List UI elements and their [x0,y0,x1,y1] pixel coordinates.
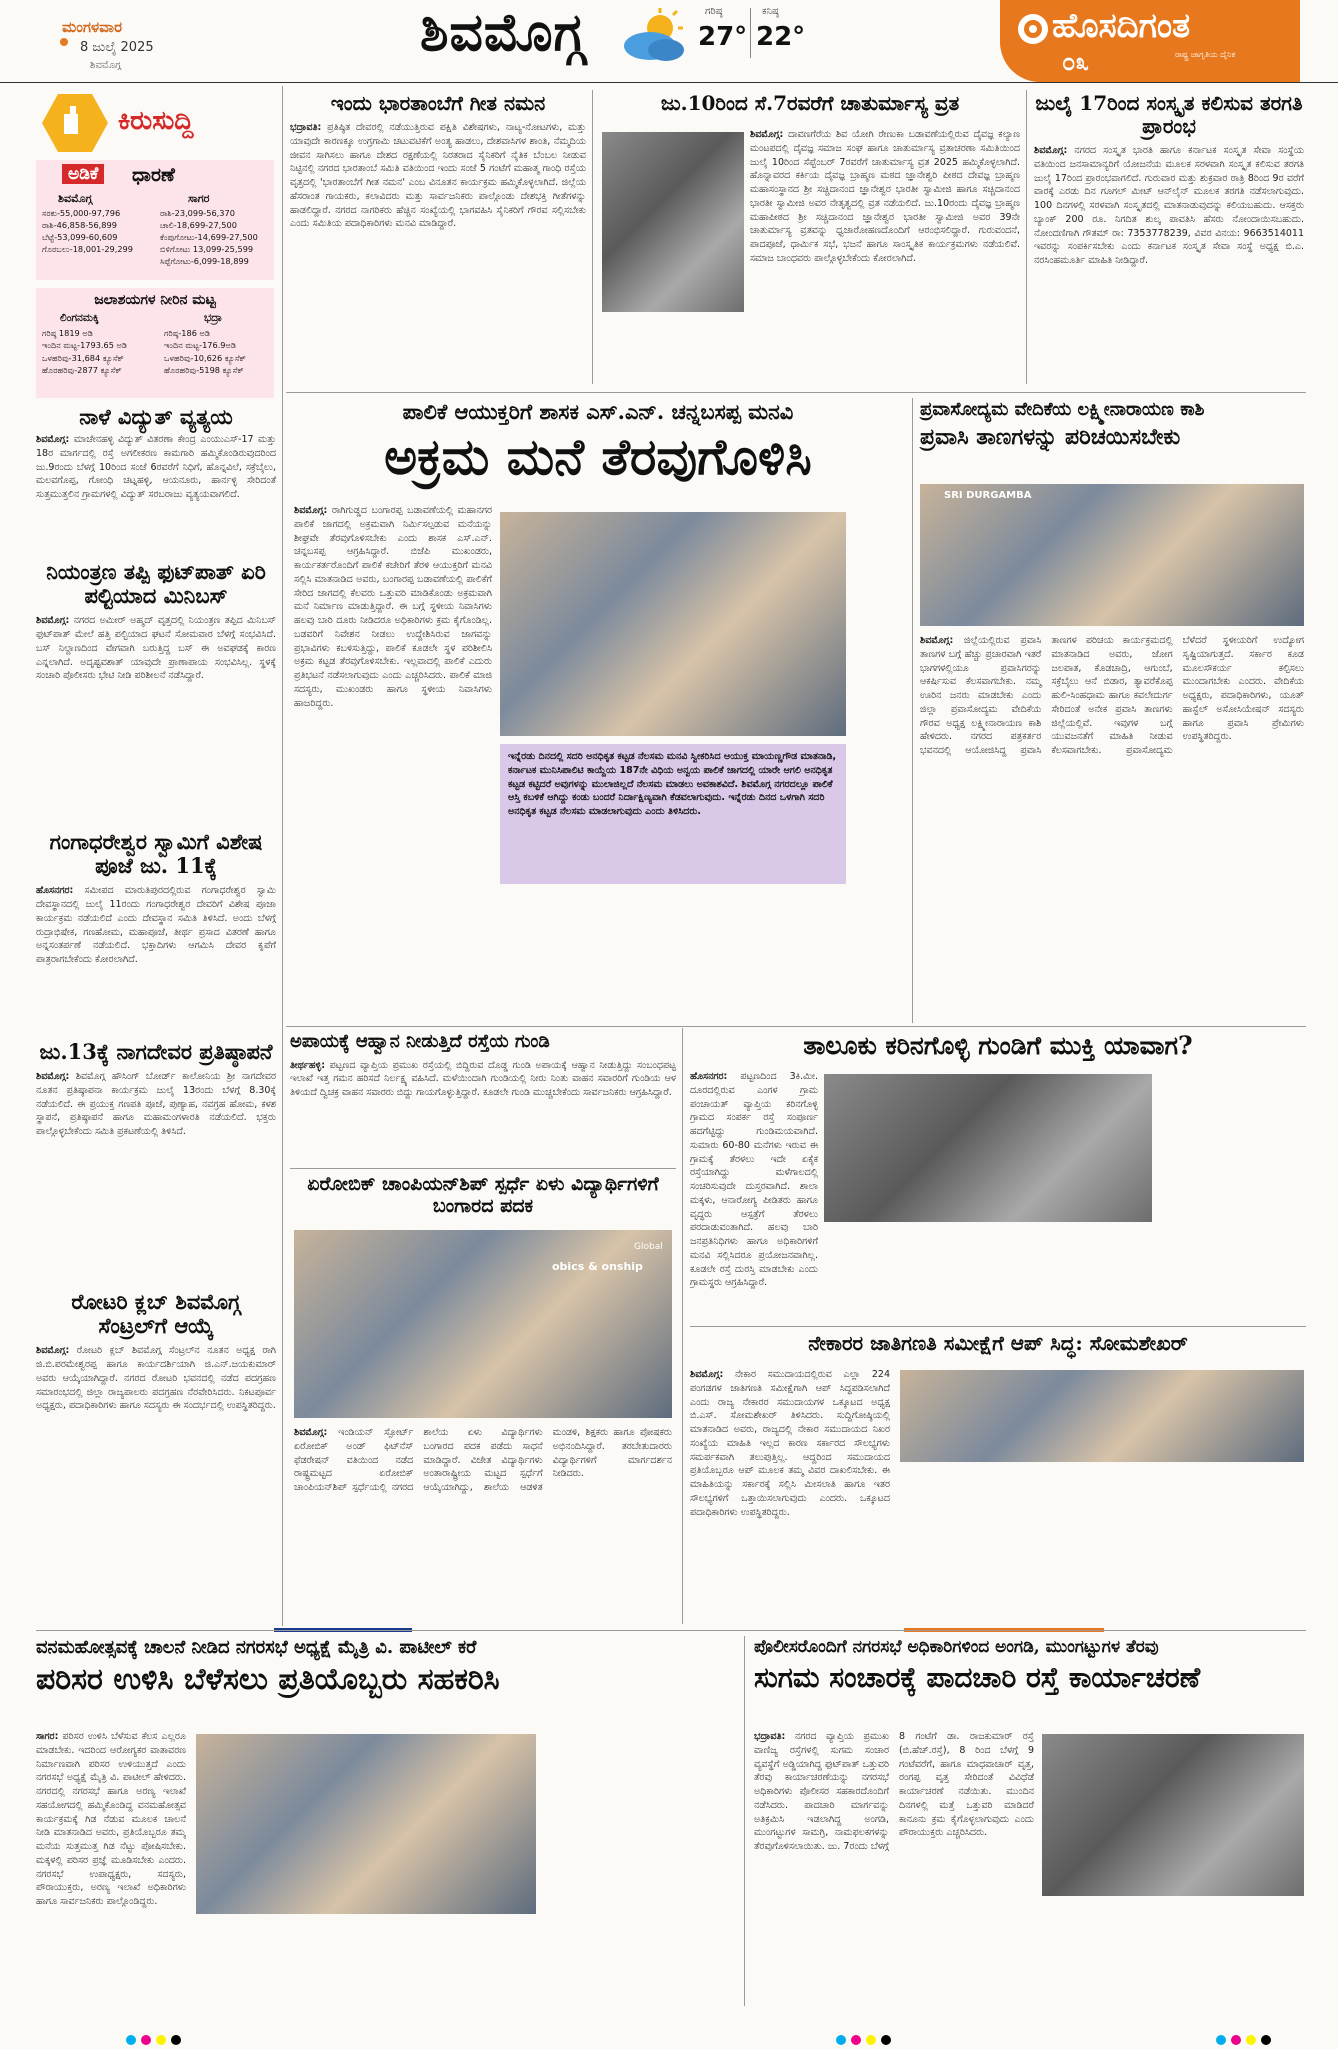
rate: ಸರಕು-55,000-97,796 [42,208,121,218]
rate: ಬೆಟ್ಟೆ-53,099-60,609 [42,231,118,242]
pothole-story [290,1032,676,1162]
dateline: ತೀರ್ಥಹಳ್ಳಿ: [290,1059,325,1071]
brief-headline: ಗಂಗಾಧರೇಶ್ವರ ಸ್ವಾಮಿಗೆ ವಿಶೇಷ ಪೂಜೆ ಜು. 11ಕ್ಕೆ [49,829,263,879]
article-headline: ಅಪಾಯಕ್ಕೆ ಆಹ್ವಾನ ನೀಡುತ್ತಿದೆ ರಸ್ತೆಯ ಗುಂಡಿ [290,1031,550,1052]
rate [42,256,160,268]
arecanut-title-b: ಧಾರಣೆ [132,164,175,186]
masthead-day: ಮಂಗಳವಾರ [62,18,123,36]
article-top-3 [1034,92,1304,382]
arecanut-rows [42,208,268,267]
brief-body: ಸಮೀಪದ ಮಾರುತಿಪುರದಲ್ಲಿರುವ ಗಂಗಾಧರೇಶ್ವರ ಸ್ವಾಮಿ ದೇವಸ್ಥಾನದಲ್ಲಿ ಜುಲೈ 11ರಂದು ಗಂಗಾಧರೇಶ್ವರ ದೇವರಿಗೆ ವಿಶೇಷ ಪೂಜಾ ಕಾರ್ಯಕ್ರಮ ನಡೆಯಲಿದೆ ಎಂದು ದೇವಸ್ಥಾನ ಸಮಿತಿ ತಿಳಿಸಿದೆ. ಅಂದು ಬೆಳಗ್ಗೆ ರುದ್ರಾಭಿಷೇಕ, ಗಣಹೋಮ, ಮಹಾಪೂಜೆ, ತೀರ್ಥ ಪ್ರಸಾದ ವಿತರಣೆ ಹಾಗೂ ಅನ್ನಸಂತರ್ಪಣೆ ನಡೆಯಲಿದೆ. ಭಕ್ತಾದಿಗಳು ಆಗಮಿಸಿ ದೇವರ ಕೃಪೆಗೆ ಪಾತ್ರರಾಗಬೇಕೆಂದು ಕೋರಲಾಗಿದೆ. [36,885,276,966]
dateline: ಶಿವಮೊಗ್ಗ: [36,615,70,627]
lead-photo [500,512,846,736]
article-headline: ನೇಕಾರರ ಜಾತಿಗಣತಿ ಸಮೀಕ್ಷೆಗೆ ಆಪ್ ಸಿದ್ಧ: ಸೋಮಶೇಖರ್ [808,1331,1188,1355]
brief-headline: ನಾಳೆ ವಿದ್ಯುತ್ ವ್ಯತ್ಯಯ [79,404,233,429]
weather-icon [620,8,688,66]
lead-headline: ಅಕ್ರಮ ಮನೆ ತೆರವುಗೊಳಿಸಿ [384,427,812,487]
rate: ಚಾಲಿ-18,699-27,500 [160,219,237,230]
brief-headline: ರೋಟರಿ ಕ್ಲಬ್ ಶಿವಮೊಗ್ಗ ಸೆಂಟ್ರಲ್‌ಗೆ ಆಯ್ಕೆ [71,1289,241,1339]
level: ಹೊರಹರಿವು-5198 ಕ್ಯೂಸೆಕ್ [164,364,244,375]
min-temp: 22° [756,22,806,52]
kirusuddi-logo: ಕಿರುಸುದ್ದಿ [40,92,230,154]
reservoir-dam1: ಲಿಂಗನಮಕ್ಕಿ [60,312,99,324]
dateline: ಶಿವಮೊಗ್ಗ: [1034,145,1068,156]
registration-marks [1216,2030,1276,2040]
masthead-title: ಶಿವಮೊಗ್ಗ [420,2,586,63]
dateline: ಶಿವಮೊಗ್ಗ: [750,129,784,140]
bottom-kicker: ವನಮಹೋತ್ಸವಕ್ಕೆ ಚಾಲನೆ ನೀಡಿದ ನಗರಸಭೆ ಅಧ್ಯಕ್ಷೆ ಮೈತ್ರಿ ವಿ. ಪಾಟೀಲ್ ಕರೆ [36,1637,477,1658]
dateline: ಹೊಸನಗರ: [690,1071,728,1082]
bottom-headline: ಪರಿಸರ ಉಳಿಸಿ ಬೆಳೆಸಲು ಪ್ರತಿಯೊಬ್ಬರು ಸಹಕರಿಸಿ [36,1661,500,1697]
aerobic-photo [294,1230,672,1418]
rate: ರಾಶಿ-46,858-56,899 [42,219,117,230]
brief [36,560,276,822]
brief [36,405,276,553]
level: ಗರಿಷ್ಠ-186 ಅಡಿ [164,328,211,338]
brief-headline: ಜು.13ಕ್ಕೆ ನಾಗದೇವರ ಪ್ರತಿಷ್ಠಾಪನೆ [39,1039,273,1064]
bottom-body: ಪರಿಸರ ಉಳಿಸಿ ಬೆಳೆಸುವ ಕೆಲಸ ಎಲ್ಲರೂ ಮಾಡಬೇಕು. ಇದರಿಂದ ಆರೋಗ್ಯಕರ ವಾತಾವರಣ ನಿರ್ಮಾಣವಾಗಿ ಪರಿಸರ ಉಳಿಯುತ್ತದೆ ಎಂದು ನಗರಸಭೆ ಅಧ್ಯಕ್ಷೆ ಮೈತ್ರಿ ವಿ. ಪಾಟೀಲ್ ಹೇಳಿದರು. ನಗರದಲ್ಲಿ ನಗರಸಭೆ ಹಾಗೂ ಅರಣ್ಯ ಇಲಾಖೆ ಸಹಯೋಗದಲ್ಲಿ ಹಮ್ಮಿಕೊಂಡಿದ್ದ ವನಮಹೋತ್ಸವ ಕಾರ್ಯಕ್ರಮಕ್ಕೆ ಗಿಡ ನೆಡುವ ಮೂಲಕ ಚಾಲನೆ ನೀಡಿ ಮಾತನಾಡಿದ ಅವರು, ಪ್ರತಿಯೊಬ್ಬರೂ ತಮ್ಮ ಮನೆಯ ಸುತ್ತಮುತ್ತ ಗಿಡ ನೆಟ್ಟು ಪೋಷಿಸಬೇಕು. ಮಕ್ಕಳಲ್ಲಿ ಪರಿಸರ ಪ್ರಜ್ಞೆ ಮೂಡಿಸಬೇಕು ಎಂದರು. ನಗರಸಭೆ ಉಪಾಧ್ಯಕ್ಷರು, ಸದಸ್ಯರು, ಪೌರಾಯುಕ್ತರು, ಅರಣ್ಯ ಇಲಾಖೆ ಅಧಿಕಾರಿಗಳು ಹಾಗೂ ಸಾರ್ವಜನಿಕರು ಪಾಲ್ಗೊಂಡಿದ್ದರು. [36,1731,186,1908]
registration-marks [126,2030,186,2040]
bottom-kicker: ಪೊಲೀಸರೊಂದಿಗೆ ನಗರಸಭೆ ಅಧಿಕಾರಿಗಳಿಂದ ಅಂಗಡಿ, ಮುಂಗಟ್ಟುಗಳ ತೆರವು [754,1637,1159,1657]
article-headline: ಇಂದು ಭಾರತಾಂಬೆಗೆ ಗೀತ ನಮನ [330,91,546,115]
brand-name: ಹೊಸದಿಗಂತ [1052,6,1191,46]
bottom-story-left [36,1638,736,2008]
registration-marks [836,2030,896,2040]
level: ಹೊರಹರಿವು-2877 ಕ್ಯೂಸೆಕ್ [42,364,122,375]
brief [36,830,276,1035]
brief-body: ರೋಟರಿ ಕ್ಲಬ್ ಶಿವಮೊಗ್ಗ ಸೆಂಟ್ರಲ್‌ನ ನೂತನ ಅಧ್ಯಕ್ಷ ರಾಗಿ ಜಿ.ಬಿ.ಪರಮೇಶ್ವರಪ್ಪ ಹಾಗೂ ಕಾರ್ಯದರ್ಶಿಯಾಗಿ ಜಿ.ಎನ್.ಜಯಕುಮಾರ್ ಅವರು ಆಯ್ಕೆಯಾಗಿದ್ದಾರೆ. ನಗರದ ರೋಟರಿ ಭವನದಲ್ಲಿ ನಡೆದ ಪದಗ್ರಹಣ ಸಮಾರಂಭದಲ್ಲಿ ಜಿಲ್ಲಾ ರಾಜ್ಯಪಾಲರು ಪದಗ್ರಹಣ ನೆರವೇರಿಸಿದರು. ನಿಕಟಪೂರ್ವ ಅಧ್ಯಕ್ಷರು, ಪದಾಧಿಕಾರಿಗಳು ಹಾಗೂ ಸದಸ್ಯರು ಈ ಸಂದರ್ಭದಲ್ಲಿ ಉಪಸ್ಥಿತರಿದ್ದರು. [36,1345,276,1412]
tourism-story [920,400,1306,1020]
reservoir-dam2: ಭದ್ರಾ [204,312,223,324]
rate: ಕೆಂಪುಗೋಟು-14,699-27,500 [160,231,258,242]
brand-logo-icon [1018,14,1048,44]
dateline: ಶಿವಮೊಗ್ಗ: [36,1345,70,1357]
article-body: ಪಟ್ಟಣದ ವ್ಯಾಪ್ತಿಯ ಪ್ರಮುಖ ರಸ್ತೆಯಲ್ಲಿ ಬಿದ್ದಿರುವ ದೊಡ್ಡ ಗುಂಡಿ ಅಪಾಯಕ್ಕೆ ಆಹ್ವಾನ ನೀಡುತ್ತಿದ್ದು ಸಂಬಂಧಪಟ್ಟ ಇಲಾಖೆ ಇತ್ತ ಗಮನ ಹರಿಸದೆ ನಿರ್ಲಕ್ಷ್ಯ ವಹಿಸಿದೆ. ಮಳೆಯಿಂದಾಗಿ ಗುಂಡಿಯಲ್ಲಿ ನೀರು ನಿಂತು ವಾಹನ ಸವಾರರಿಗೆ ಗುಂಡಿಯ ಆಳ ತಿಳಿಯದೆ ದ್ವಿಚಕ್ರ ವಾಹನ ಸವಾರರು ಬಿದ್ದು ಗಾಯಗೊಳ್ಳುತ್ತಿದ್ದಾರೆ. ಕೂಡಲೇ ಗುಂಡಿ ಮುಚ್ಚಬೇಕೆಂದು ಸಾರ್ವಜನಿಕರು ಆಗ್ರಹಿಸಿದ್ದಾರೆ. [290,1059,676,1099]
max-label: ಗರಿಷ್ಠ [705,6,723,17]
article-headline: ಜುಲೈ 17ರಿಂದ ಸಂಸ್ಕೃತ ಕಲಿಸುವ ತರಗತಿ ಪ್ರಾರಂಭ [1035,91,1303,138]
dateline: ಭದ್ರಾವತಿ: [290,122,322,133]
lead-body: ರಾಗಿಗುಡ್ಡದ ಬಂಗಾರಪ್ಪ ಬಡಾವಣೆಯಲ್ಲಿ ಮಹಾನಗರ ಪಾಲಿಕೆ ಜಾಗದಲ್ಲಿ ಅಕ್ರಮವಾಗಿ ನಿರ್ಮಿಸಲ್ಪಡುವ ಮನೆಯನ್ನು ಶೀಘ್ರವೇ ತೆರವುಗೊಳಿಸಬೇಕು ಎಂದು ಶಾಸಕ ಎಸ್.ಎನ್. ಚನ್ನಬಸಪ್ಪ ಆಗ್ರಹಿಸಿದ್ದಾರೆ. ಬಿಜೆಪಿ ಮುಖಂಡರು, ಕಾರ್ಯಕರ್ತರೊಂದಿಗೆ ಪಾಲಿಕೆ ಕಚೇರಿಗೆ ತೆರಳಿ ಆಯುಕ್ತರಿಗೆ ಮನವಿ ಸಲ್ಲಿಸಿ ಮಾತನಾಡಿದ ಅವರು, ಬಂಗಾರಪ್ಪ ಬಡಾವಣೆಯಲ್ಲಿ ಪಾಲಿಕೆಗೆ ಸೇರಿದ ಜಾಗದಲ್ಲಿ ಕೆಲವರು ಒತ್ತುವರಿ ಮಾಡಿಕೊಂಡು ಅಕ್ರಮವಾಗಿ ಮನೆ ನಿರ್ಮಾಣ ಮಾಡುತ್ತಿದ್ದಾರೆ. ಈ ಬಗ್ಗೆ ಸ್ಥಳೀಯ ನಿವಾಸಿಗಳು ಹಲವು ಬಾರಿ ದೂರು ನೀಡಿದರೂ ಅಧಿಕಾರಿಗಳು ಕ್ರಮ ಕೈಗೊಂಡಿಲ್ಲ. ಬಡವರಿಗೆ ನಿವೇಶನ ನೀಡಲು ಉದ್ದೇಶಿಸಿರುವ ಜಾಗವನ್ನು ಪ್ರಭಾವಿಗಳು ಕಬಳಿಸುತ್ತಿದ್ದು, ಪಾಲಿಕೆ ಕೂಡಲೇ ಸ್ಥಳ ಪರಿಶೀಲಿಸಿ ಅಕ್ರಮ ಕಟ್ಟಡ ತೆರವುಗೊಳಿಸಬೇಕು. ಇಲ್ಲವಾದಲ್ಲಿ ಪಾಲಿಕೆ ಎದುರು ಪ್ರತಿಭಟನೆ ನಡೆಸಲಾಗುವುದು ಎಂದು ಎಚ್ಚರಿಸಿದರು. ಪಾಲಿಕೆ ಮಾಜಿ ಸದಸ್ಯರು, ಮುಖಂಡರು ಹಾಗೂ ಸ್ಥಳೀಯ ನಿವಾಸಿಗಳು ಹಾಜರಿದ್ದರು. [294,505,492,709]
lead-callout [500,744,846,884]
hand-icon [40,92,110,154]
dateline: ಭದ್ರಾವತಿ: [754,1731,786,1742]
dateline: ಶಿವಮೊಗ್ಗ: [920,635,954,646]
weavers-photo [900,1370,1304,1462]
level: ಗರಿಷ್ಠ 1819 ಅಡಿ [42,328,93,338]
article-body: ದಾವಣಗೆರೆಯ ಶಿವ ಯೋಗಿ ರೇಣುಕಾ ಬಡಾವಣೆಯಲ್ಲಿರುವ ದೈವಜ್ಞ ಕಲ್ಯಾಣ ಮಂಟಪದಲ್ಲಿ ದೈವಜ್ಞ ಸಮಾಜ ಸಂಘ ಹಾಗೂ ಚಾತುರ್ಮಾಸ್ಯ ವ್ರತಾಚರಣಾ ಸಮಿತಿಯಿಂದ ಜುಲೈ 10ರಿಂದ ಸೆಪ್ಟೆಂಬರ್ 7ರವರೆಗೆ ಚಾತುರ್ಮಾಸ್ಯ ವ್ರತ 2025 ಹಮ್ಮಿಕೊಳ್ಳಲಾಗಿದೆ. ಹೊನ್ನಾವರದ ಕರ್ಕಿಯ ದೈವಜ್ಞ ಬ್ರಾಹ್ಮಣ ಮಠದ ಜ್ಞಾನೇಶ್ವರಿ ಪೀಠದ ದೇವಜ್ಞ ಬ್ರಾಹ್ಮಣ ಮಹಾಸಂಸ್ಥಾನದ ಶ್ರೀ ಸಚ್ಚಿದಾನಂದ ಜ್ಞಾನೇಶ್ವರ ಭಾರತೀ ಸ್ವಾಮೀಜಿ ಹಾಗೂ ಸಚ್ಚಿದಾನಂದ ಭಾರತೀ ಸ್ವಾಮೀಜಿ ಅವರ ನೇತೃತ್ವದಲ್ಲಿ ವ್ರತ ನಡೆಯಲಿದೆ. ಜು.10ರಂದು ದೈವಜ್ಞ ಬ್ರಾಹ್ಮಣ ಮಹಾಪೀಠದ ಶ್ರೀ ಸಚ್ಚಿದಾನಂದ ಜ್ಞಾನೇಶ್ವರ ಭಾರತೀ ಸ್ವಾಮೀಜಿ ಅವರ 39ನೇ ಚಾತುರ್ಮಾಸ್ಯ ವ್ರತವನ್ನು ಧ್ವಜಾರೋಹಣದೊಂದಿಗೆ ಆರಂಭಿಸಲಿದ್ದಾರೆ. ಗುರುವಂದನೆ, ಪಾದಪೂಜೆ, ಧಾರ್ಮಿಕ ಸಭೆ, ಭಜನೆ ಹಾಗೂ ಸಾಂಸ್ಕೃತಿಕ ಕಾರ್ಯಕ್ರಮಗಳು ನಡೆಯಲಿವೆ. ಸಮಾಜ ಬಾಂಧವರು ಪಾಲ್ಗೊಳ್ಳಬೇಕೆಂದು ಕೋರಲಾಗಿದೆ. [750,129,1020,264]
article-headline: ಜು.10ರಿಂದ ಸೆ.7ರವರೆಗೆ ಚಾತುರ್ಮಾಸ್ಯ ವ್ರತ [660,91,960,115]
bottom-headline: ಸುಗಮ ಸಂಚಾರಕ್ಕೆ ಪಾದಚಾರಿ ರಸ್ತೆ ಕಾರ್ಯಾಚರಣೆ [754,1660,1201,1694]
dateline: ಸಾಗರ: [36,1731,59,1742]
weavers-story [690,1332,1306,1622]
brief-body: ಶಿವಮೊಗ್ಗ ಹೌಸಿಂಗ್ ಬೋರ್ಡ್ ಕಾಲೋನಿಯ ಶ್ರೀ ನಾಗದೇವರ ನೂತನ ಪ್ರತಿಷ್ಠಾಪನಾ ಕಾರ್ಯಕ್ರಮ ಜುಲೈ 13ರಂದು ಬೆಳಗ್ಗೆ 8.30ಕ್ಕೆ ನಡೆಯಲಿದೆ. ಈ ಪ್ರಯುಕ್ತ ಗಣಪತಿ ಪೂಜೆ, ಪುಣ್ಯಾಹ, ನವಗ್ರಹ ಹೋಮ, ಕಳಶ ಸ್ಥಾಪನೆ, ಪ್ರತಿಷ್ಠಾಪನೆ ಹಾಗೂ ಮಹಾಮಂಗಳಾರತಿ ನಡೆಯಲಿದೆ. ಭಕ್ತರು ಪಾಲ್ಗೊಳ್ಳಬೇಕೆಂದು ಸಮಿತಿ ಪ್ರಕಟಣೆಯಲ್ಲಿ ತಿಳಿಸಿದೆ. [36,1071,276,1138]
reservoir-box [36,288,274,398]
article-top-1 [290,92,586,382]
vanamahotsava-photo [196,1734,536,1914]
dateline: ಶಿವಮೊಗ್ಗ: [294,505,328,516]
aerobic-story [290,1174,676,1624]
lead-kicker: ಪಾಲಿಕೆ ಆಯುಕ್ತರಿಗೆ ಶಾಸಕ ಎಸ್.ಎನ್. ಚನ್ನಬಸಪ್ಪ ಮನವಿ [402,399,794,424]
article-headline: ಏರೋಬಿಕ್ ಚಾಂಪಿಯನ್‌ಶಿಪ್ ಸ್ಪರ್ಧೆ ಏಳು ವಿದ್ಯಾರ್ಥಿಗಳಿಗೆ ಬಂಗಾರದ ಪದಕ [307,1173,659,1217]
dateline: ಹೊಸನಗರ: [36,885,74,897]
brand-tagline: ರಾಷ್ಟ್ರ ಜಾಗೃತಿಯ ದೈನಿಕ [1175,50,1236,59]
bottom-body: ನಗರದ ವ್ಯಾಪ್ತಿಯ ಪ್ರಮುಖ ವಾಣಿಜ್ಯ ರಸ್ತೆಗಳಲ್ಲಿ ಸುಗಮ ಸಂಚಾರ ವ್ಯವಸ್ಥೆಗೆ ಅಡ್ಡಿಯಾಗಿದ್ದ ಫುಟ್‌ಪಾತ್ ಒತ್ತುವರಿ ತೆರವು ಕಾರ್ಯಾಚರಣೆಯನ್ನು ನಗರಸಭೆ ಅಧಿಕಾರಿಗಳು ಪೊಲೀಸರ ಸಹಕಾರದೊಂದಿಗೆ ನಡೆಸಿದರು. ಪಾದಚಾರಿ ಮಾರ್ಗವನ್ನು ಅತಿಕ್ರಮಿಸಿ ಇಡಲಾಗಿದ್ದ ಅಂಗಡಿ, ಮುಂಗಟ್ಟುಗಳ ಸಾಮಗ್ರಿ, ನಾಮಫಲಕಗಳನ್ನು ತೆರವುಗೊಳಿಸಲಾಯಿತು. ಜು. 7ರಂದು ಬೆಳಗ್ಗೆ 8 ಗಂಟೆಗೆ ಡಾ. ರಾಜಕುಮಾರ್ ರಸ್ತೆ (ಬಿ.ಹೆಚ್.ರಸ್ತೆ), 8 ರಿಂದ ಬೆಳಗ್ಗೆ 9 ಗಂಟೆವರೆಗೆ, ಹಾಗೂ ಮಾಧವಾಚಾರ್ ವೃತ್ತ, ರಂಗಪ್ಪ ವೃತ್ತ ಸೇರಿದಂತೆ ವಿವಿಧೆಡೆ ಕಾರ್ಯಾಚರಣೆ ನಡೆಯಿತು. ಮುಂದಿನ ದಿನಗಳಲ್ಲಿ ಮತ್ತೆ ಒತ್ತುವರಿ ಮಾಡಿದರೆ ಕಾನೂನು ಕ್ರಮ ಕೈಗೊಳ್ಳಲಾಗುವುದು ಎಂದು ಪೌರಾಯುಕ್ತರು ಎಚ್ಚರಿಸಿದರು. [754,1731,1034,1853]
article-body: ಪಟ್ಟಣದಿಂದ 3ಕಿ.ಮೀ. ದೂರದಲ್ಲಿರುವ ಎಂಗಳ ಗ್ರಾಮ ಪಂಚಾಯತ್ ವ್ಯಾಪ್ತಿಯ ಕರಿನಗೊಳ್ಳಿ ಗ್ರಾಮದ ಸಂಪರ್ಕ ರಸ್ತೆ ಸಂಪೂರ್ಣ ಹದಗೆಟ್ಟಿದ್ದು ಗುಂಡಿಮಯವಾಗಿದೆ. ಸುಮಾರು 60-80 ಮನೆಗಳು ಇರುವ ಈ ಗ್ರಾಮಕ್ಕೆ ತೆರಳಲು ಇದೇ ಏಕೈಕ ರಸ್ತೆಯಾಗಿದ್ದು ಮಳೆಗಾಲದಲ್ಲಿ ಸಂಚರಿಸುವುದೇ ದುಸ್ತರವಾಗಿದೆ. ಶಾಲಾ ಮಕ್ಕಳು, ಆನಾರೋಗ್ಯ ಪೀಡಿತರು ಹಾಗೂ ವೃದ್ಧರು ಆಸ್ಪತ್ರೆಗೆ ತೆರಳಲು ಪರದಾಡುವಂತಾಗಿದೆ. ಹಲವು ಬಾರಿ ಜನಪ್ರತಿನಿಧಿಗಳು ಹಾಗೂ ಅಧಿಕಾರಿಗಳಿಗೆ ಮನವಿ ಸಲ್ಲಿಸಿದರೂ ಪ್ರಯೋಜನವಾಗಿಲ್ಲ. ಕೂಡಲೇ ರಸ್ತೆ ದುರಸ್ತಿ ಮಾಡಬೇಕು ಎಂದು ಗ್ರಾಮಸ್ಥರು ಆಗ್ರಹಿಸಿದ್ದಾರೆ. [690,1071,818,1289]
min-label: ಕನಿಷ್ಠ [762,6,779,17]
reservoir-title: ಜಲಾಶಯಗಳ ನೀರಿನ ಮಟ್ಟ [94,292,216,308]
max-temp: 27° [698,22,748,52]
rate: ಸಿಪ್ಪೆಗೋಟು-6,099-18,899 [160,255,249,266]
rate: ರಾಶಿ-23,099-56,370 [160,208,235,218]
brief-headline: ನಿಯಂತ್ರಣ ತಪ್ಪಿ ಫುಟ್‌ಪಾತ್ ಏರಿ ಪಲ್ಟಿಯಾದ ಮಿನಿಬಸ್ [46,559,266,609]
rate: ಬಿಳಿಗೋಟು 13,099-25,599 [160,243,254,254]
tourism-headline: ಪ್ರವಾಸಿ ತಾಣಗಳನ್ನು ಪರಿಚಯಿಸಬೇಕು [920,423,1181,450]
masthead-date: 8 ಜುಲೈ 2025 [80,40,154,55]
brief-body: ಮಾಚೇನಹಳ್ಳಿ ವಿದ್ಯುತ್ ವಿತರಣಾ ಕೇಂದ್ರ ಎಂಯುಎಸ್-17 ಮತ್ತು 18ರ ಮಾರ್ಗದಲ್ಲಿ ರಸ್ತೆ ಅಗಲೀಕರಣ ಕಾಮಗಾರಿ ಹಮ್ಮಿಕೊಂಡಿರುವುದರಿಂದ ಜು.9ರಂದು ಬೆಳಗ್ಗೆ 10ರಿಂದ ಸಂಜೆ 6ರವರೆಗೆ ನಿಧಿಗೆ, ಹೊನ್ನವಿಲೆ, ಸಕ್ರೆಬೈಲು, ಮಲವಗೊಪ್ಪ, ಗೋಂಧಿ ಚಟ್ನಹಳ್ಳಿ, ಆಯನೂರು, ಹಾರ್ನಳ್ಳಿ ಸೇರಿದಂತೆ ಸುತ್ತಮುತ್ತಲಿನ ಗ್ರಾಮಗಳಲ್ಲಿ ವಿದ್ಯುತ್ ಸರಬರಾಜು ವ್ಯತ್ಯಯವಾಗಲಿದೆ. [36,434,276,501]
level: ಇಂದಿನ ಮಟ್ಟ-176.9ಅಡಿ [164,340,237,351]
arecanut-box [36,160,274,280]
callout-text: ಇನ್ನೆರಡು ದಿನದಲ್ಲಿ ಸದರಿ ಅನಧಿಕೃತ ಕಟ್ಟಡ ನೆಲಸಮ ಮನವಿ ಸ್ವೀಕರಿಸಿದ ಆಯುಕ್ತ ಮಾಯಣ್ಣಗೌಡ ಮಾತನಾಡಿ, ಕರ್ನಾಟಕ ಮುನಿಸಿಪಾಲಿಟಿ ಕಾಯ್ದೆಯ 187ನೇ ವಿಧಿಯ ಅನ್ವಯ ಪಾಲಿಕೆ ಜಾಗದಲ್ಲಿ ಯಾರೇ ಆಗಲಿ ಅನಧಿಕೃತ ಕಟ್ಟಡ ಕಟ್ಟಿದರೆ ಅವುಗಳನ್ನು ಮುಲಾಜಿಲ್ಲದೆ ನೆಲಸಮ ಮಾಡಲು ಅವಕಾಶವಿದೆ. ಶಿವಮೊಗ್ಗ ನಗರದಲ್ಲೂ ಪಾಲಿಕೆ ಆಸ್ತಿ ಕಬಳಿಕೆ ಆಗಿದ್ದು ಕಂಡು ಬಂದರೆ ನಿರ್ದಾಕ್ಷಿಣ್ಯವಾಗಿ ಕೆಡವಲಾಗುವುದು. ಇನ್ನೆರಡು ದಿನದ ಒಳಗಾಗಿ ಸದರಿ ಅನಧಿಕೃತ ಕಟ್ಟಡ ನೆಲಸಮ ಮಾಡಲಾಗುವುದು ಎಂದು ತಿಳಿಸಿದರು. [508,751,837,818]
rate: ಗೊರಬಲು-18,001-29,299 [42,243,133,254]
dateline: ಶಿವಮೊಗ್ಗ: [36,434,70,446]
tourism-photo [920,484,1304,626]
aerobic-banner-text: obics & onship [552,1260,643,1273]
article-body-side [1160,1070,1304,1314]
dateline: ಶಿವಮೊಗ್ಗ: [294,1427,328,1438]
brief-body: ನಗರದ ಅಮೀರ್ ಅಹ್ಮದ್ ವೃತ್ತದಲ್ಲಿ ನಿಯಂತ್ರಣ ತಪ್ಪಿದ ಮಿನಿಬಸ್ ಫುಟ್‌ಪಾತ್ ಮೇಲೆ ಹತ್ತಿ ಪಲ್ಟಿಯಾದ ಘಟನೆ ಸೋಮವಾರ ಬೆಳಗ್ಗೆ ಸಂಭವಿಸಿದೆ. ಬಸ್ ನಿಲ್ದಾಣದಿಂದ ವೇಗವಾಗಿ ಬರುತ್ತಿದ್ದ ಬಸ್ ಈ ಅವಘಡಕ್ಕೆ ಕಾರಣ ಎನ್ನಲಾಗಿದೆ. ಅದೃಷ್ಟವಶಾತ್ ಯಾವುದೇ ಪ್ರಾಣಾಪಾಯ ಸಂಭವಿಸಿಲ್ಲ. ಸ್ಥಳಕ್ಕೆ ಸಂಚಾರಿ ಪೊಲೀಸರು ಭೇಟಿ ನೀಡಿ ಪರಿಶೀಲನೆ ನಡೆಸಿದ್ದಾರೆ. [36,615,276,682]
masthead [0,0,1338,82]
article-body: ಪ್ರತಿಷ್ಠಿತ ದೇವರಲ್ಲಿ ನಡೆಯುತ್ತಿರುವ ಪಕ್ಷಿತಿ ವಿಶೇಷಗಳು, ನಾಟ್ಯ-ನೋಟಗಳು, ಮತ್ತು ಯಾವುದೇ ಕಾರಣಕ್ಕೂ ಉಗ್ರಗಾಮಿ ಚಟುವಟಿಕೆಗೆ ಅಂತ್ಯ ಹಾಡಲು, ದೇಶವಾಸಿಗಳ ಶಾಂತಿ, ನೆಮ್ಮದಿಯ ಜೀವನ ಸಾಗಿಸಲು ಹಾಗೂ ದೇಶದ ರಕ್ಷಣೆಯಲ್ಲಿ ನಿರತರಾದ ಸೈನಿಕರಿಗೆ ನೈತಿಕ ಬೆಂಬಲ ನೀಡುವ ನಿಟ್ಟಿನಲ್ಲಿ ನಗರದ ಭಾರತಾಂಬೆ ಸಮಿತಿ ವತಿಯಿಂದ ಇಂದು ಸಂಜೆ 5 ಗಂಟೆಗೆ ಮಹಾತ್ಮ ಗಾಂಧಿ ರಸ್ತೆಯ ವೃತ್ತದಲ್ಲಿ 'ಭಾರತಾಂಬೆಗೆ ಗೀತ ನಮನ' ಎಂಬ ವಿನೂತನ ಕಾರ್ಯಕ್ರಮ ಹಮ್ಮಿಕೊಳ್ಳಲಾಗಿದೆ. ಜಿಲ್ಲೆಯ ಹೆಸರಾಂತ ಗಾಯಕರು, ಕಲಾವಿದರು ಮತ್ತು ಸಾರ್ವಜನಿಕರು ಪಾಲ್ಗೊಂಡು ದೇಶಭಕ್ತಿ ಗೀತೆಗಳನ್ನು ಹಾಡಲಿದ್ದಾರೆ. ನಗರದ ನಾಗರಿಕರು ಹೆಚ್ಚಿನ ಸಂಖ್ಯೆಯಲ್ಲಿ ಭಾಗವಹಿಸಿ ಸೈನಿಕರಿಗೆ ಗೌರವ ಸಲ್ಲಿಸಬೇಕು ಎಂದು ಸಮಿತಿಯ ಪದಾಧಿಕಾರಿಗಳು ಮನವಿ ಮಾಡಿದ್ದಾರೆ. [290,122,586,230]
bottom-body-side [546,1730,734,2000]
masthead-city: ಶಿವಮೊಗ್ಗ [90,60,122,71]
swamiji-photo [602,132,744,312]
arecanut-col2: ಸಾಗರ [188,192,210,205]
article-body: ನಗರದ ಸಂಸ್ಕೃತ ಭಾರತಿ ಹಾಗೂ ಕರ್ನಾಟಕ ಸಂಸ್ಕೃತ ಸೇವಾ ಸಂಸ್ಥೆಯ ವತಿಯಿಂದ ಜನಸಾಮಾನ್ಯರಿಗೆ ಯೋಜನೆಯ ಮೂಲಕ ಸರಳವಾಗಿ ಸಂಸ್ಕೃತ ಕಲಿಸುವ ತರಗತಿ ಜುಲೈ 17ರಿಂದ ಪ್ರಾರಂಭವಾಗಲಿದೆ. ಗುರುವಾರ ಮತ್ತು ಶುಕ್ರವಾರ ರಾತ್ರಿ 8ರಿಂದ 9ರ ವರೆಗೆ ವಾರಕ್ಕೆ ಎರಡು ದಿನ ಗೂಗಲ್ ಮೀಟ್ ಆನ್‌ಲೈನ್ ಮೂಲಕ ತರಗತಿ ನಡೆಸಲಾಗುವುದು. 100 ದಿನಗಳಲ್ಲಿ ಸರಳವಾಗಿ ಸಂಸ್ಕೃತದಲ್ಲಿ ಮಾತನಾಡುವುದನ್ನು ಕಲಿಯಬಹುದು. ಆಸಕ್ತರು ಬ್ಯಾಂಕ್ 200 ರೂ. ನಿಗದಿತ ಶುಲ್ಕ ಪಾವತಿಸಿ ಹೆಸರು ನೋಂದಾಯಿಸಬಹುದು. ನೋಂದಣಿಗಾಗಿ ಗೌತಮ್ ರಾ: 7353778239, ವಿವರ ವಿನಯ: 9663514011 ಇವರನ್ನು ಸಂಪರ್ಕಿಸಬೇಕು ಎಂದು ಕರ್ನಾಟಕ ಸಂಸ್ಕೃತ ಸೇವಾ ಸಂಸ್ಥೆ ಅಧ್ಯಕ್ಷ ಬಿ.ಎ. ನರಸಿಂಹಮೂರ್ತಿ ಮಾಹಿತಿ ನೀಡಿದ್ದಾರೆ. [1034,145,1304,267]
tourism-body: ಜಿಲ್ಲೆಯಲ್ಲಿರುವ ಪ್ರವಾಸಿ ತಾಣಗಳ ಬಗ್ಗೆ ಹೆಚ್ಚು ಪ್ರಚಾರವಾಗಿ ಇತರೆ ಭಾಗಗಳಲ್ಲಿಯೂ ಪ್ರವಾಸಿಗರನ್ನು ಆಕರ್ಷಿಸುವ ಕೆಲಸವಾಗಬೇಕು. ನಮ್ಮ ಊರಿನ ಜನರು ಮಾಡಬೇಕು ಎಂದು ಜಿಲ್ಲಾ ಪ್ರವಾಸೋದ್ಯಮ ವೇದಿಕೆಯ ಗೌರವ ಅಧ್ಯಕ್ಷ ಲಕ್ಷ್ಮೀನಾರಾಯಣ ಕಾಶಿ ಹೇಳಿದರು. ನಗರದ ಪತ್ರಕರ್ತರ ಭವನದಲ್ಲಿ ಆಯೋಜಿಸಿದ್ದ ಪ್ರವಾಸಿ ತಾಣಗಳ ಪರಿಚಯ ಕಾರ್ಯಕ್ರಮದಲ್ಲಿ ಮಾತನಾಡಿದ ಅವರು, ಜೋಗ ಜಲಪಾತ, ಕೊಡಚಾದ್ರಿ, ಆಗುಂಬೆ, ಸಕ್ರೆಬೈಲು ಆನೆ ಬಿಡಾರ, ತ್ಯಾವರೆಕೊಪ್ಪ ಹುಲಿ-ಸಿಂಹಧಾಮ ಹಾಗೂ ಕವಲೇದುರ್ಗ ಸೇರಿದಂತೆ ಅನೇಕ ಪ್ರವಾಸಿ ತಾಣಗಳು ಜಿಲ್ಲೆಯಲ್ಲಿವೆ. ಇವುಗಳ ಬಗ್ಗೆ ಯುವಜನತೆಗೆ ಮಾಹಿತಿ ನೀಡುವ ಕೆಲಸವಾಗಬೇಕು. ಪ್ರವಾಸೋದ್ಯಮ ಬೆಳೆದರೆ ಸ್ಥಳೀಯರಿಗೆ ಉದ್ಯೋಗ ಸೃಷ್ಟಿಯಾಗುತ್ತದೆ. ಸರ್ಕಾರ ಕೂಡ ಮೂಲಸೌಕರ್ಯ ಕಲ್ಪಿಸಲು ಮುಂದಾಗಬೇಕು ಎಂದರು. ವೇದಿಕೆಯ ಅಧ್ಯಕ್ಷರು, ಪದಾಧಿಕಾರಿಗಳು, ಯೂತ್ ಹಾಸ್ಟೆಲ್ ಅಸೋಸಿಯೇಷನ್ ಸದಸ್ಯರು ಹಾಗೂ ಪ್ರವಾಸಿ ಪ್ರೇಮಿಗಳು ಉಪಸ್ಥಿತರಿದ್ದರು. [920,635,1304,757]
page-number: ೦೩ [1062,48,1089,76]
article-body: ಇಂಡಿಯನ್ ಸ್ಪೋರ್ಟ್ ಏರೋಬಿಕ್ ಅಂಡ್ ಫಿಟ್‌ನೆಸ್ ಫೆಡರೇಷನ್ ವತಿಯಿಂದ ನಡೆದ ರಾಷ್ಟ್ರಮಟ್ಟದ ಏರೋಬಿಕ್ ಚಾಂಪಿಯನ್‌ಶಿಪ್ ಸ್ಪರ್ಧೆಯಲ್ಲಿ ನಗರದ ಶಾಲೆಯ ಏಳು ವಿದ್ಯಾರ್ಥಿಗಳು ಬಂಗಾರದ ಪದಕ ಪಡೆದು ಸಾಧನೆ ಮಾಡಿದ್ದಾರೆ. ವಿಜೇತ ವಿದ್ಯಾರ್ಥಿಗಳು ಅಂತಾರಾಷ್ಟ್ರೀಯ ಮಟ್ಟದ ಸ್ಪರ್ಧೆಗೆ ಆಯ್ಕೆಯಾಗಿದ್ದು, ಶಾಲೆಯ ಆಡಳಿತ ಮಂಡಳಿ, ಶಿಕ್ಷಕರು ಹಾಗೂ ಪೋಷಕರು ಅಭಿನಂದಿಸಿದ್ದಾರೆ. ತರಬೇತುದಾರರು ವಿದ್ಯಾರ್ಥಿಗಳಿಗೆ ಮಾರ್ಗದರ್ಶನ ನೀಡಿದರು. [294,1427,672,1494]
level: ಇಂದಿನ ಮಟ್ಟ-1793.65 ಅಡಿ [42,340,128,351]
article-top-2 [600,92,1020,382]
tourism-banner-text: SRI DURGAMBA [944,490,1032,501]
pothole-photo [824,1074,1152,1222]
brief [36,1040,276,1285]
arecanut-col1: ಶಿವಮೊಗ್ಗ [58,192,93,205]
karinagolli-story [690,1032,1306,1322]
aerobic-logo-text: Global [634,1242,663,1252]
footpath-photo [1042,1734,1304,1896]
bottom-story-right [754,1638,1306,2008]
tourism-kicker: ಪ್ರವಾಸೋದ್ಯಮ ವೇದಿಕೆಯ ಲಕ್ಷ್ಮೀನಾರಾಯಣ ಕಾಶಿ [920,399,1205,420]
article-body: ನೇಕಾರ ಸಮುದಾಯದಲ್ಲಿರುವ ಎಲ್ಲಾ 224 ಪಂಗಡಗಳ ಜಾತಿಗಣತಿ ಸಮೀಕ್ಷೆಗಾಗಿ ಆಪ್ ಸಿದ್ಧಪಡಿಸಲಾಗಿದೆ ಎಂದು ರಾಜ್ಯ ನೇಕಾರರ ಸಮುದಾಯಗಳ ಒಕ್ಕೂಟದ ಅಧ್ಯಕ್ಷ ಬಿ.ಎಸ್. ಸೋಮಶೇಖರ್ ತಿಳಿಸಿದರು. ಸುದ್ದಿಗೋಷ್ಠಿಯಲ್ಲಿ ಮಾತನಾಡಿದ ಅವರು, ರಾಜ್ಯದಲ್ಲಿ ನೇಕಾರ ಸಮುದಾಯದ ನಿಖರ ಸಂಖ್ಯೆಯ ಮಾಹಿತಿ ಇಲ್ಲದ ಕಾರಣ ಸರ್ಕಾರದ ಸೌಲಭ್ಯಗಳು ಸಮರ್ಪಕವಾಗಿ ತಲುಪುತ್ತಿಲ್ಲ. ಆದ್ದರಿಂದ ಸಮುದಾಯದ ಪ್ರತಿಯೊಬ್ಬರೂ ಆಪ್ ಮೂಲಕ ತಮ್ಮ ವಿವರ ದಾಖಲಿಸಬೇಕು. ಈ ಮಾಹಿತಿಯನ್ನು ಸರ್ಕಾರಕ್ಕೆ ಸಲ್ಲಿಸಿ ಮೀಸಲಾತಿ ಹಾಗೂ ಇತರ ಸೌಲಭ್ಯಗಳಿಗೆ ಒತ್ತಾಯಿಸಲಾಗುವುದು ಎಂದರು. ಒಕ್ಕೂಟದ ಪದಾಧಿಕಾರಿಗಳು ಉಪಸ್ಥಿತರಿದ್ದರು. [690,1369,890,1518]
article-body-continued [824,1228,1152,1314]
dateline: ಶಿವಮೊಗ್ಗ: [36,1071,70,1083]
dateline: ಶಿವಮೊಗ್ಗ: [690,1369,724,1380]
level: ಒಳಹರಿವು-31,684 ಕ್ಯೂಸೆಕ್ [42,352,124,363]
brief [36,1290,276,1620]
article-headline: ತಾಲೂಕು ಕರಿನಗೊಳ್ಳಿ ಗುಂಡಿಗೆ ಮುಕ್ತಿ ಯಾವಾಗ? [803,1031,1193,1060]
lead-story [290,400,906,1025]
arecanut-title-a: ಅಡಿಕೆ [62,164,104,184]
level: ಒಳಹರಿವು-10,626 ಕ್ಯೂಸೆಕ್ [164,352,246,363]
